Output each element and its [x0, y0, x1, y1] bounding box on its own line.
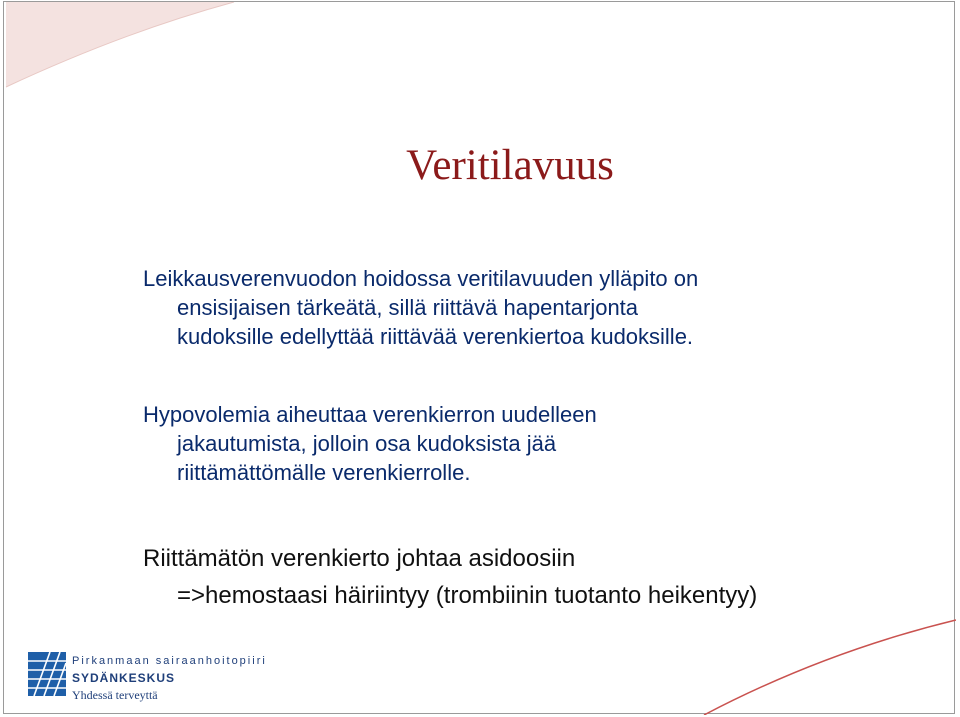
organization-name: Pirkanmaan sairaanhoitopiiri [72, 655, 267, 667]
paragraph-3 [143, 540, 923, 614]
unit-name: SYDÄNKESKUS [72, 671, 176, 685]
paragraph-2-line-3: riittämättömälle verenkierrolle. [177, 460, 471, 485]
paragraph-3-line-1: Riittämätön verenkierto johtaa asidoosiin [143, 545, 576, 572]
motto: Yhdessä terveyttä [72, 688, 158, 702]
paragraph-3-line-2: =>hemostaasi häiriintyy (trombiinin tuotanto heikentyy) [177, 582, 758, 609]
paragraph-2-line-2: jakautumista, jolloin osa kudoksista jää [177, 431, 557, 456]
organization-block [72, 654, 267, 702]
paragraph-2 [143, 400, 923, 487]
slide-title: Veritilavuus [406, 142, 614, 189]
hospital-logo-icon [28, 652, 66, 696]
paragraph-1-line-3: kudoksille edellyttää riittävää verenkiertoa kudoksille. [177, 324, 694, 349]
bottom-right-swoosh [704, 620, 956, 715]
corner-swoosh-fill [6, 2, 234, 87]
paragraph-1-line-2: ensisijaisen tärkeätä, sillä riittävä hapentarjonta [177, 295, 639, 320]
paragraph-1-line-1: Leikkausverenvuodon hoidossa veritilavuuden ylläpito on [143, 266, 699, 291]
paragraph-1 [143, 264, 923, 351]
paragraph-2-line-1: Hypovolemia aiheuttaa verenkierron uudelleen [143, 402, 597, 427]
